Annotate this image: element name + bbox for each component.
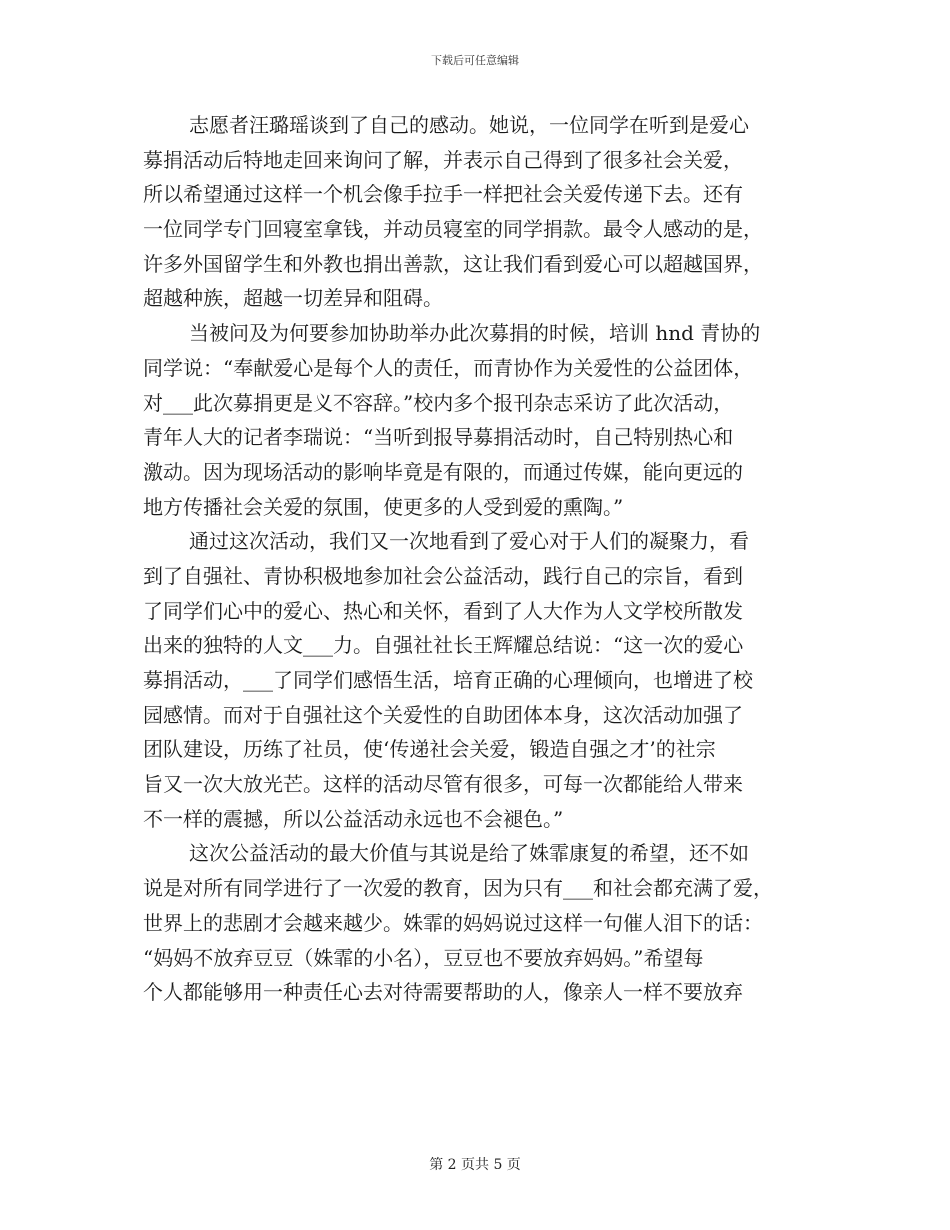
paragraph-line: 激动。因为现场活动的影响毕竟是有限的，而通过传媒，能向更远的 bbox=[143, 459, 743, 484]
paragraph-line: 出来的独特的人文___力。自强社社长王辉耀总结说：“这一次的爱心 bbox=[143, 633, 744, 658]
paragraph-line: 团队建设，历练了社员，使‘传递社会关爱，锻造自强之才’的社宗 bbox=[143, 737, 716, 762]
paragraph-line: 募捐活动后特地走回来询问了解，并表示自己得到了很多社会关爱， bbox=[143, 147, 743, 172]
page-number: 第 2 页共 5 页 bbox=[429, 1157, 521, 1173]
paragraph-line: 所以希望通过这样一个机会像手拉手一样把社会关爱传递下去。还有 bbox=[143, 182, 743, 207]
paragraph-line: 了同学们心中的爱心、热心和关怀，看到了人大作为人文学校所散发 bbox=[143, 598, 743, 623]
paragraph-line: 超越种族，超越一切差异和阻碍。 bbox=[143, 286, 443, 311]
paragraph-line: 通过这次活动，我们又一次地看到了爱心对于人们的凝聚力，看 bbox=[189, 529, 749, 554]
paragraph-line: 对___此次募捐更是义不容辞。”校内多个报刊杂志采访了此次活动， bbox=[143, 390, 734, 415]
paragraph-line: 到了自强社、青协积极地参加社会公益活动，践行自己的宗旨，看到 bbox=[143, 563, 743, 588]
paragraph-line: 旨又一次大放光芒。这样的活动尽管有很多，可每一次都能给人带来 bbox=[143, 772, 743, 797]
paragraph-line: 个人都能够用一种责任心去对待需要帮助的人，像亲人一样不要放弃 bbox=[143, 980, 743, 1005]
document-body bbox=[143, 108, 809, 1010]
paragraph-line: “妈妈不放弃豆豆（姝霏的小名），豆豆也不要放弃妈妈。”希望每 bbox=[143, 945, 704, 970]
paragraph-line: 许多外国留学生和外教也捐出善款，这让我们看到爱心可以超越国界， bbox=[143, 251, 763, 276]
paragraph-line: 青年人大的记者李瑞说：“当听到报导募捐活动时，自己特别热心和 bbox=[143, 425, 734, 450]
paragraph-line: 地方传播社会关爱的氛围，使更多的人受到爱的熏陶。” bbox=[143, 494, 624, 519]
paragraph-line: 园感情。而对于自强社这个关爱性的自助团体本身，这次活动加强了 bbox=[143, 702, 743, 727]
paragraph-line: 世界上的悲剧才会越来越少。姝霏的妈妈说过这样一句催人泪下的话： bbox=[143, 910, 763, 935]
paragraph-line: 募捐活动，___了同学们感悟生活，培育正确的心理倾向，也增进了校 bbox=[143, 668, 753, 692]
paragraph-line: 志愿者汪璐瑶谈到了自己的感动。她说，一位同学在听到是爱心 bbox=[189, 113, 749, 137]
page-header: 下载后可任意编辑 bbox=[431, 54, 519, 67]
paragraph-line: 一位同学专门回寝室拿钱，并动员寝室的同学捐款。最令人感动的是， bbox=[143, 217, 763, 242]
paragraph-line: 不一样的震撼，所以公益活动永远也不会褪色。” bbox=[143, 806, 564, 831]
paragraph-line: 说是对所有同学进行了一次爱的教育，因为只有___和社会都充满了爱， bbox=[143, 876, 773, 901]
paragraph-line: 这次公益活动的最大价值与其说是给了姝霏康复的希望，还不如 bbox=[189, 841, 749, 866]
paragraph-line: 同学说：“奉献爱心是每个人的责任，而青协作为关爱性的公益团体， bbox=[143, 355, 754, 380]
paragraph-line: 当被问及为何要参加协助举办此次募捐的时候，培训 hnd 青协的 bbox=[189, 321, 761, 346]
